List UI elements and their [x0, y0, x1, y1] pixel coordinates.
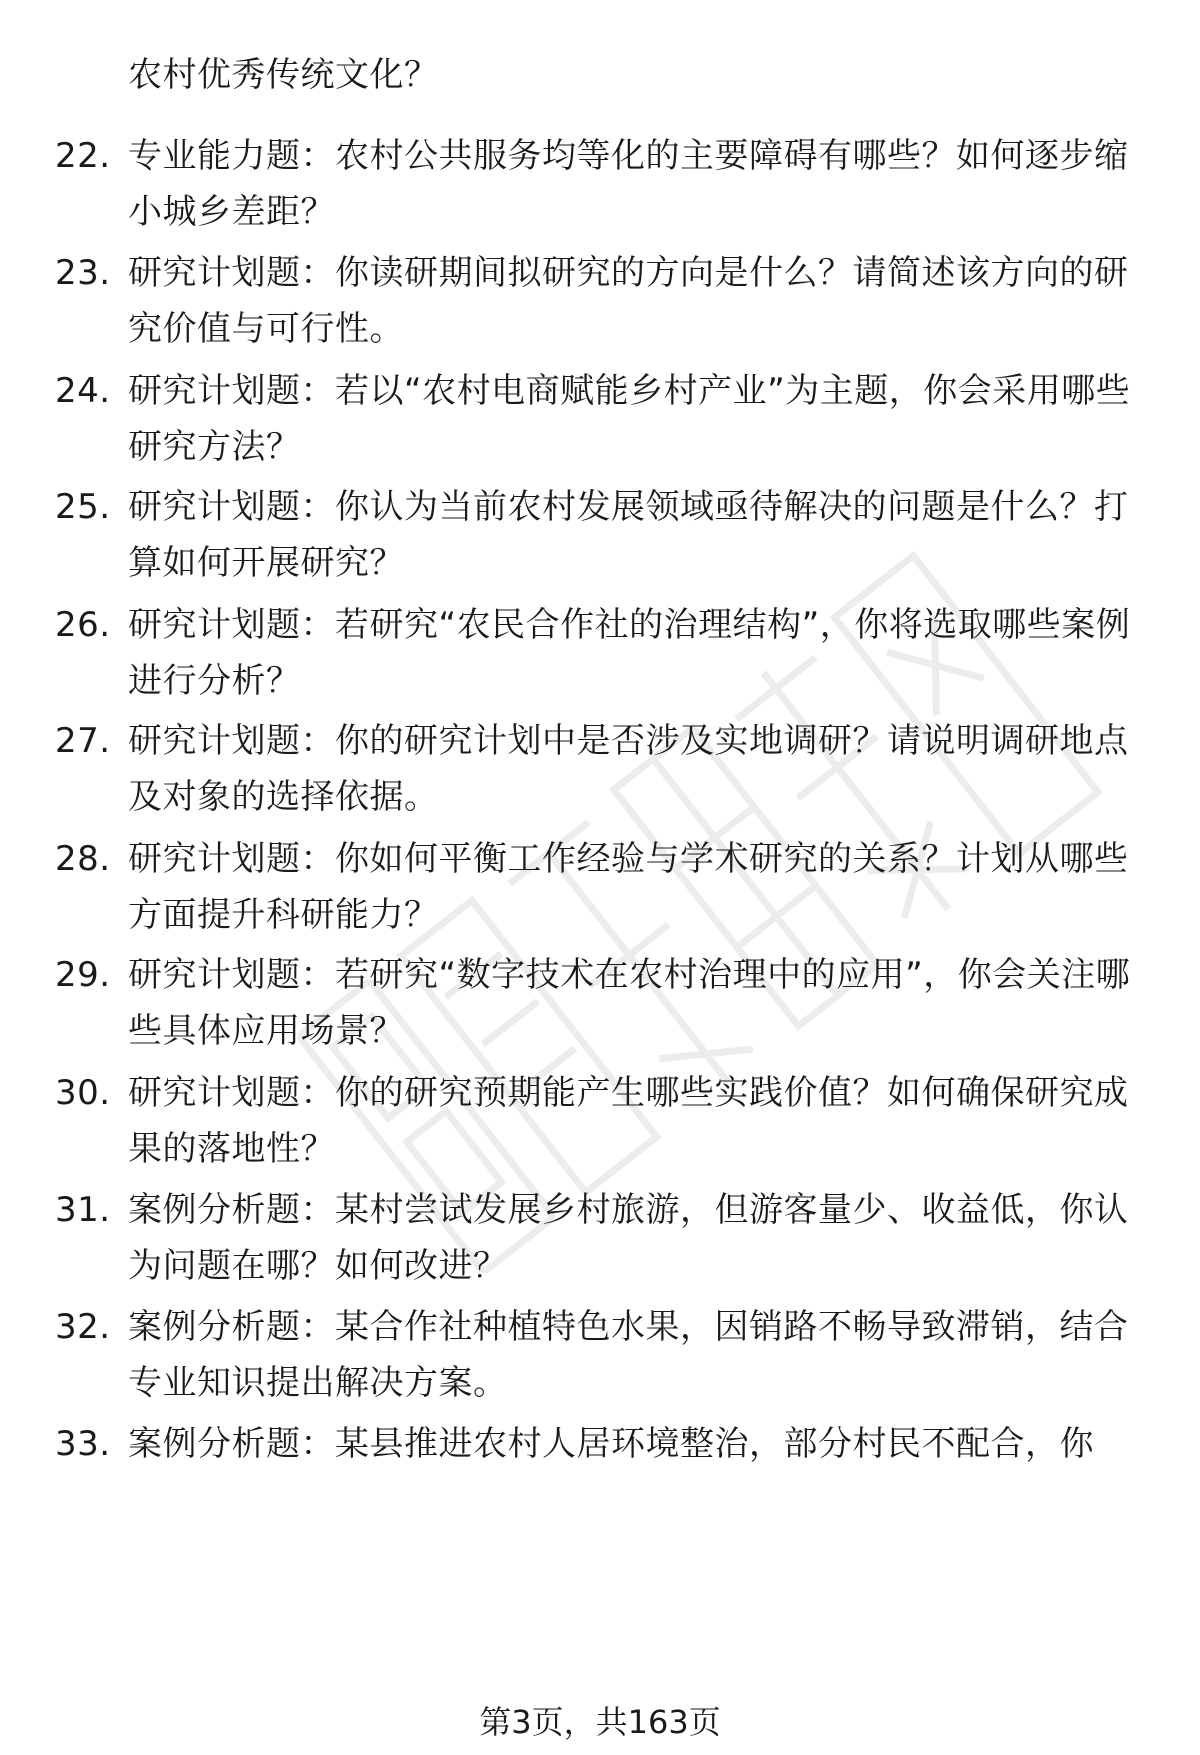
question-number: 32.: [55, 1307, 111, 1347]
question-number: 27.: [55, 721, 111, 761]
question-number: 33.: [55, 1424, 111, 1464]
question-number: 26.: [55, 605, 111, 645]
question-number: 25.: [55, 487, 111, 527]
question-text: 研究计划题：你认为当前农村发展领域亟待解决的问题是什么？打算如何开展研究？: [128, 487, 1129, 583]
question-number: 22.: [55, 136, 111, 176]
question-text: 研究计划题：若以“农村电商赋能乡村产业”为主题，你会采用哪些研究方法？: [128, 371, 1131, 467]
question-text: 研究计划题：你读研期间拟研究的方向是什么？请简述该方向的研究价值与可行性。: [128, 253, 1129, 349]
question-text: 研究计划题：你的研究预期能产生哪些实践价值？如何确保研究成果的落地性？: [128, 1073, 1129, 1169]
question-number: 31.: [55, 1190, 111, 1230]
question-text: 研究计划题：若研究“农民合作社的治理结构”，你将选取哪些案例进行分析？: [128, 605, 1131, 701]
question-number: 24.: [55, 371, 111, 411]
question-number: 28.: [55, 839, 111, 879]
question-text: 案例分析题：某县推进农村人居环境整治，部分村民不配合，你: [128, 1424, 1094, 1464]
question-text: 研究计划题：你的研究计划中是否涉及实地调研？请说明调研地点及对象的选择依据。: [128, 721, 1129, 817]
question-text: 专业能力题：农村公共服务均等化的主要障碍有哪些？如何逐步缩小城乡差距？: [128, 136, 1129, 232]
question-number: 29.: [55, 955, 111, 995]
question-text: 案例分析题：某合作社种植特色水果，因销路不畅导致滞销，结合专业知识提出解决方案。: [128, 1307, 1129, 1403]
page-footer: 第3页，共163页: [479, 1703, 721, 1741]
question-text: 案例分析题：某村尝试发展乡村旅游，但游客量少、收益低，你认为问题在哪？如何改进？: [128, 1190, 1129, 1286]
question-number: 23.: [55, 253, 111, 293]
question-text: 农村优秀传统文化？: [128, 55, 439, 95]
question-number: 30.: [55, 1073, 111, 1113]
question-text: 研究计划题：你如何平衡工作经验与学术研究的关系？计划从哪些方面提升科研能力？: [128, 839, 1129, 935]
question-text: 研究计划题：若研究“数字技术在农村治理中的应用”，你会关注哪些具体应用场景？: [128, 955, 1131, 1051]
